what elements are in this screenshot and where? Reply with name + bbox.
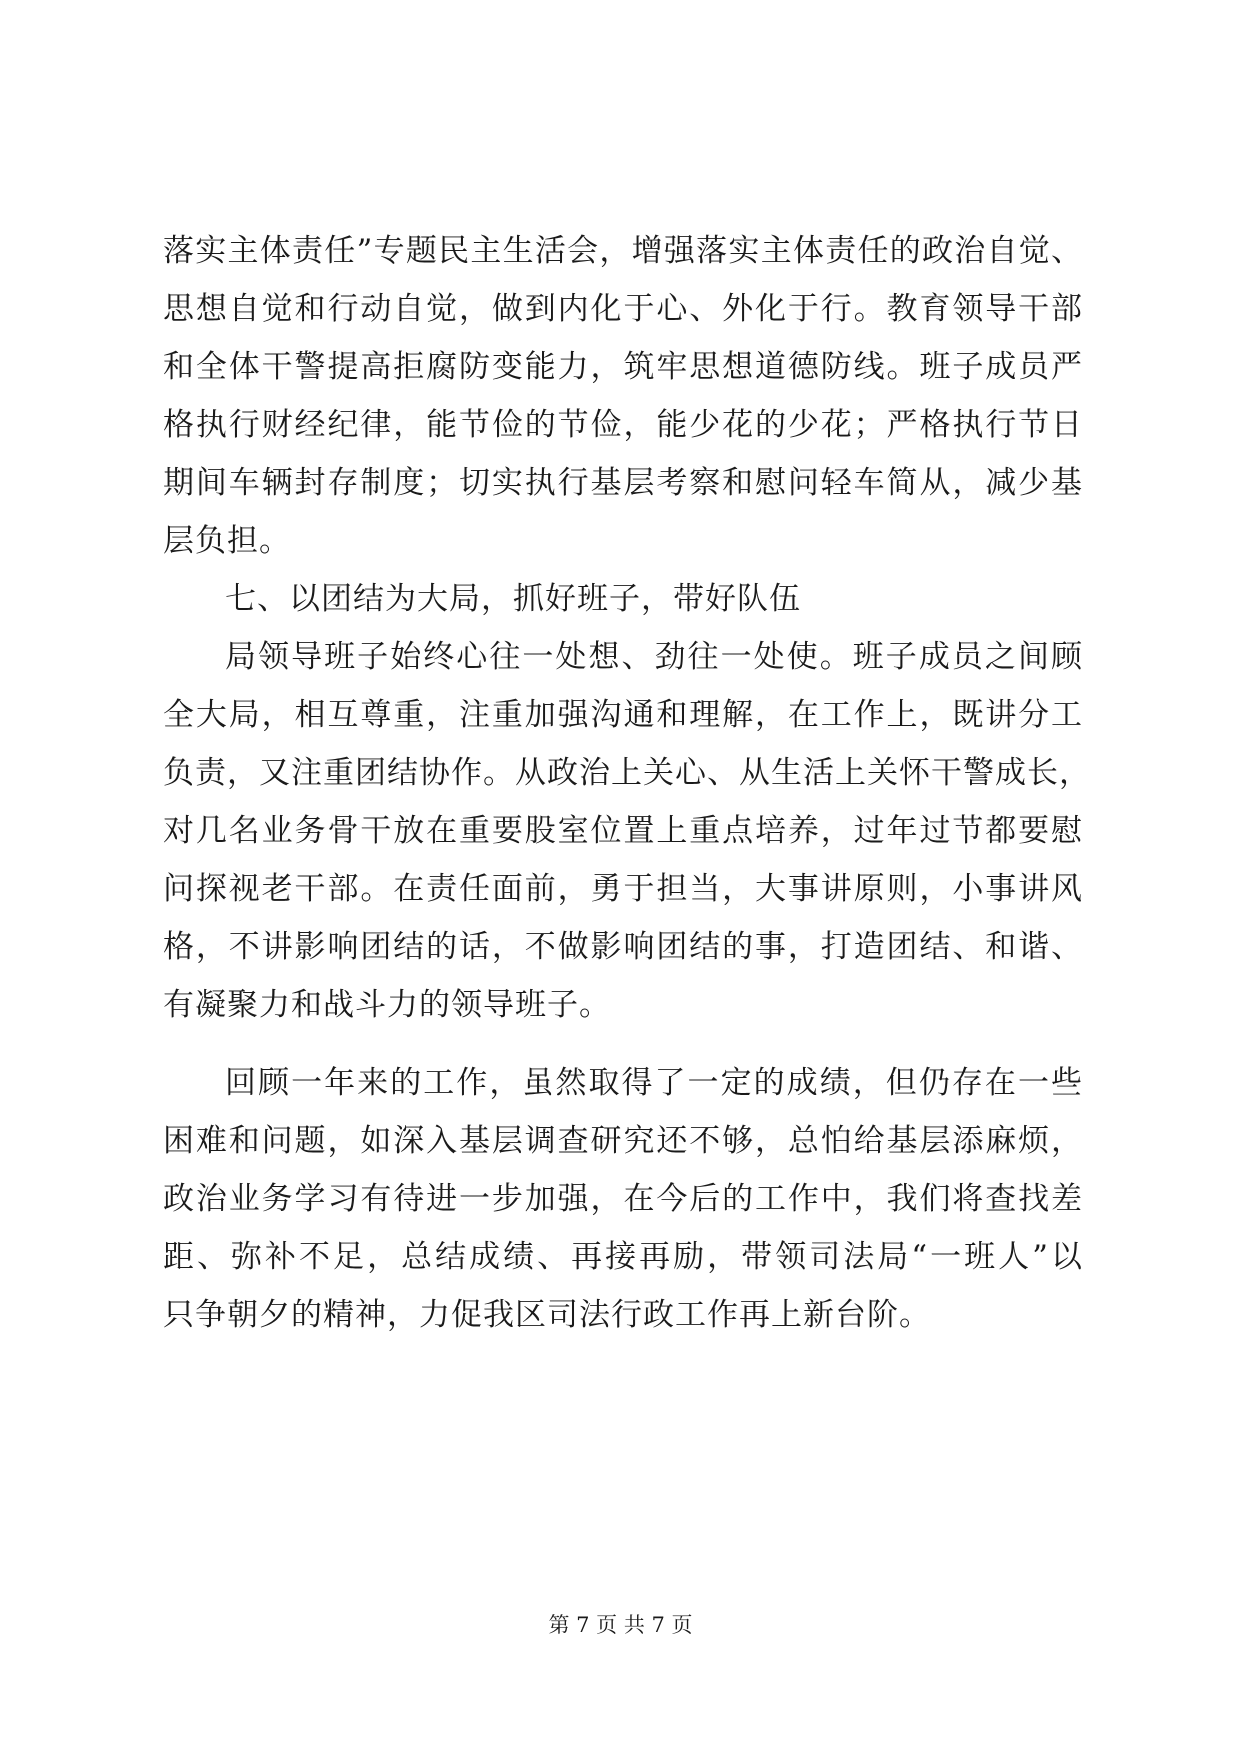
text-line: 只争朝夕的精神，力促我区司法行政工作再上新台阶。 [163,1297,931,1333]
text-line: 有凝聚力和战斗力的领导班子。 [163,987,611,1023]
text-line: 格，不讲影响团结的话，不做影响团结的事，打造团结、和谐、 [163,929,1083,965]
text-line: 局领导班子始终心往一处想、劲往一处使。班子成员之间顾 [225,639,1083,675]
text-line: 政治业务学习有待进一步加强，在今后的工作中，我们将查找差 [163,1181,1083,1217]
section-heading: 七、以团结为大局，抓好班子，带好队伍 [225,581,801,617]
text-line: 负责，又注重团结协作。从政治上关心、从生活上关怀干警成长， [163,755,1091,791]
text-line: 距、弥补不足，总结成绩、再接再励，带领司法局“一班人”以 [163,1239,1083,1275]
text-line: 和全体干警提高拒腐防变能力，筑牢思想道德防线。班子成员严 [163,349,1083,385]
text-line: 困难和问题，如深入基层调查研究还不够，总怕给基层添麻烦， [163,1123,1083,1159]
text-line: 问探视老干部。在责任面前，勇于担当，大事讲原则，小事讲风 [163,871,1083,907]
text-line: 思想自觉和行动自觉，做到内化于心、外化于行。教育领导干部 [163,291,1083,327]
document-body [163,222,1091,1344]
text-line: 格执行财经纪律，能节俭的节俭，能少花的少花；严格执行节日 [163,407,1083,443]
text-line: 层负担。 [163,523,291,559]
text-line: 落实主体责任”专题民主生活会，增强落实主体责任的政治自觉、 [163,233,1083,269]
text-line: 全大局，相互尊重，注重加强沟通和理解，在工作上，既讲分工 [163,697,1083,733]
page-footer: 第 7 页 共 7 页 [548,1613,693,1637]
text-line: 期间车辆封存制度；切实执行基层考察和慰问轻车简从，减少基 [163,465,1083,501]
text-line: 回顾一年来的工作，虽然取得了一定的成绩，但仍存在一些 [225,1065,1083,1101]
text-line: 对几名业务骨干放在重要股室位置上重点培养，过年过节都要慰 [163,813,1083,849]
